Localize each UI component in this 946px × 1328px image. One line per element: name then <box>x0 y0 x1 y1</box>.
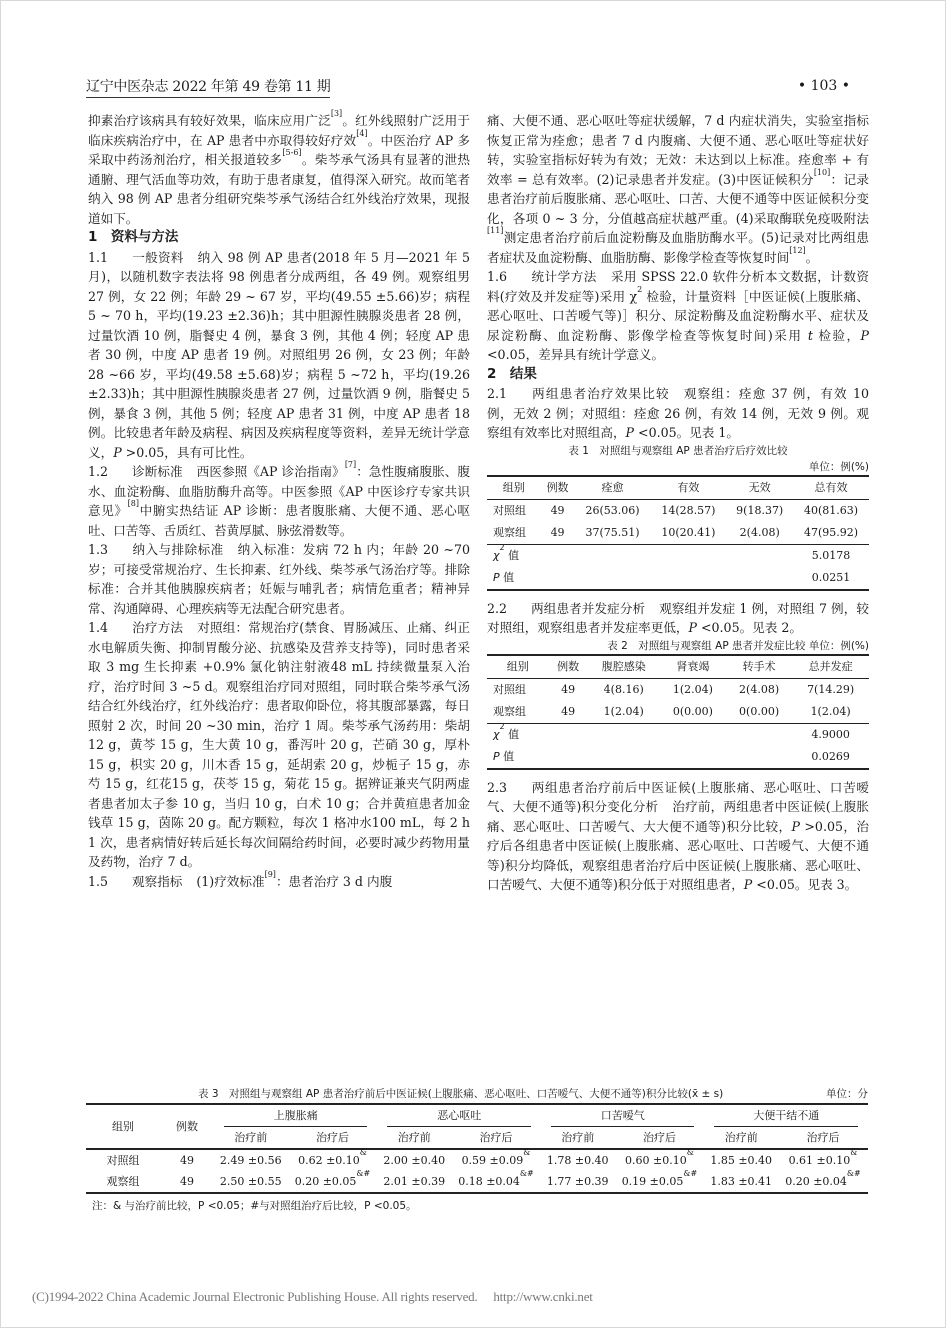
paragraph-text: 痛、大便不通、恶心呕吐等症状缓解，7 d 内症状消失，实验室指标恢复正常为痊愈；患者 7 d 内腹痛、大便不通、恶心呕吐等症状好转，实验室指标好转为有效；无效：未达到以上标准。痊愈率 + 有效率 = 总有效率。(2)记录患者并发症。(3)中医证候积分 <box>487 113 869 187</box>
section-1-5 <box>88 869 470 892</box>
p-symbol: P <box>493 570 500 584</box>
citation-5-6[interactable]: [5-6] <box>282 148 302 157</box>
section-text: <0.05。见表 2。 <box>696 620 802 635</box>
intro-text-3: 。中医治疗 AP 多采取中药汤剂治疗，相关报道较多 <box>88 132 471 167</box>
table-row-p-value <box>487 746 869 769</box>
table-cell: 1(2.04) <box>588 701 660 724</box>
table-cell: 47(95.92) <box>793 522 869 545</box>
observation-indicators-continued <box>487 111 869 267</box>
table-1-grid <box>487 475 869 591</box>
column-header: 治疗前 <box>541 1127 615 1149</box>
section-title: 观察指标 <box>132 873 183 889</box>
column-header: 例数 <box>549 655 588 679</box>
table-cell: 观察组 <box>487 701 549 724</box>
copyright-footer: (C)1994-2022 China Academic Journal Electronic Publishing House. All rights reserved. http://www.cnki.net <box>32 1289 593 1304</box>
column-header: 治疗后 <box>451 1127 541 1149</box>
table-cell: 2.00 ±0.40 <box>383 1154 446 1167</box>
t-symbol: t <box>807 327 813 343</box>
table-header-row <box>487 476 869 500</box>
section-text: 观察组：痊愈 37 例，有效 10 例，无效 2 例；对照组：痊愈 26 例，有效 14 例，无效 9 例。观察组有效率比对照组高， <box>487 386 870 440</box>
p-symbol: P <box>743 877 753 892</box>
table-cell: 49 <box>180 1154 194 1167</box>
paragraph-text: 。 <box>805 249 819 265</box>
table-cell <box>487 746 549 769</box>
citation-12[interactable]: [12] <box>789 245 806 255</box>
column-header: 总并发症 <box>792 655 869 679</box>
table-cell: 26(53.06) <box>585 503 640 517</box>
table-cell: 7(14.29) <box>807 682 855 696</box>
section-title: 治疗方法 <box>132 620 184 635</box>
table-3-unit: 单位：分 <box>826 1088 868 1100</box>
column-header: 组别 <box>487 476 541 500</box>
table-cell: 1.85 ±0.40 <box>710 1154 773 1167</box>
column-header: 例数 <box>541 476 575 500</box>
column-header: 治疗前 <box>704 1127 778 1149</box>
table-cell <box>487 544 541 567</box>
table-cell <box>487 567 541 590</box>
table-cell: 0.20 ±0.04&# <box>778 1171 868 1193</box>
column-header: 治疗后 <box>614 1127 704 1149</box>
table-2-caption: 表 2 对照组与观察组 AP 患者并发症比较 单位：例(%) <box>607 639 869 652</box>
p-symbol: P <box>113 444 122 460</box>
page-number: • 103 • <box>797 78 850 94</box>
column-header: 例数 <box>160 1104 214 1149</box>
section-2-1 <box>487 384 869 443</box>
paragraph-text: ：记录患者治疗前后腹胀痛、恶心呕吐、口苦、大便不通等中医证候积分变化，各项 0 ~ 3 分，分值越高症状越严重。(4)采取酶联免疫吸附法 <box>487 171 869 226</box>
table-row <box>86 1149 868 1171</box>
table-row <box>86 1171 868 1193</box>
table-cell: 2.50 ±0.55 <box>214 1171 288 1193</box>
p-symbol: P <box>625 425 635 440</box>
table-3-note: 注：& 与治疗前比较，P <0.05；#与对照组治疗后比较，P <0.05。 <box>92 1200 417 1212</box>
section-1-6 <box>487 267 869 365</box>
table-cell: 1(2.04) <box>672 682 713 696</box>
table-cell: 49 <box>549 701 588 724</box>
table-3-caption: 表 3 对照组与观察组 AP 患者治疗前后中医证候(上腹胀痛、恶心呕吐、口苦嗳气、大便不通等)积分比较(x̄ ± s) <box>198 1088 724 1100</box>
table-row-chi-square <box>487 544 869 567</box>
section-text: 纳入标准：发病 72 h 内；年龄 20 ~70 岁；可接受常规治疗、生长抑素、红外线、柴芩承气汤治疗等。排除标准：合并其他胰腺疾病者；妊娠与哺乳者；病情危重者；精神异常、沟通障碍、心理疾病等无法配合研究患者。 <box>88 542 470 616</box>
table-cell: 对照组 <box>493 503 526 517</box>
table-cell: 37(75.51) <box>575 522 651 545</box>
p-symbol: P <box>688 620 697 635</box>
table-2 <box>487 638 869 770</box>
superscript: 2 <box>499 721 505 731</box>
table-cell: 0.62 ±0.10& <box>298 1148 367 1167</box>
table-header-row <box>487 655 869 679</box>
section-text: <0.05，差异具有统计学意义。 <box>487 347 665 362</box>
table-cell: 49 <box>550 503 565 517</box>
table-cell: 观察组 <box>487 522 541 545</box>
section-title: 诊断标准 <box>132 464 183 479</box>
column-header: 总有效 <box>793 476 869 500</box>
column-header: 治疗前 <box>214 1127 288 1149</box>
label-suffix: 值 <box>499 749 515 763</box>
section-text: 中腑实热结证 AP 诊断：患者腹胀痛、大便不通、恶心呕吐、口苦等、舌质红、苔黄厚腻、脉弦滑数等。 <box>88 503 470 538</box>
intro-text-4: 。柴芩承气汤具有显著的泄热通腑、理气活血等功效，有助于患者康复，值得深入研究。故而笔者纳入 98 例 AP 患者分组研究柴芩承气汤结合红外线治疗效果，现报道如下。 <box>88 152 471 226</box>
section-number: 1.4 <box>88 620 109 635</box>
table-cell: 0.0269 <box>792 746 869 769</box>
right-column <box>487 111 869 895</box>
section-text: >0.05，治疗后各组患者中医证候(上腹胀痛、恶心呕吐、口苦嗳气、大便不通等)积分均降低，观察组患者治疗后中医证候(上腹胀痛、恶心呕吐、口苦嗳气、大便不通等)积分低于对照组患者， <box>487 818 869 892</box>
column-header: 肾衰竭 <box>660 655 726 679</box>
chi-symbol: χ <box>493 727 500 741</box>
table-row <box>487 522 869 545</box>
section-title: 两组患者治疗效果比较 <box>531 386 670 401</box>
column-header: 治疗后 <box>288 1127 378 1149</box>
column-header: 组别 <box>86 1104 160 1149</box>
table-1 <box>487 443 869 591</box>
section-1-heading: 1 资料与方法 <box>88 229 179 245</box>
column-group-header: 恶心呕吐 <box>377 1104 540 1127</box>
citation-8[interactable]: [8] <box>127 499 140 508</box>
table-cell: 0.60 ±0.10& <box>625 1148 694 1167</box>
label-suffix: 值 <box>504 727 520 741</box>
table-cell: 0(0.00) <box>726 701 792 724</box>
intro-text-2: 。红外线照射广泛用于临床疾病治疗中，在 AP 患者中亦取得较好疗效 <box>88 113 470 148</box>
left-column <box>88 111 470 891</box>
table-row <box>487 678 869 701</box>
column-header: 腹腔感染 <box>588 655 660 679</box>
section-1-1 <box>88 248 470 463</box>
citation-9[interactable]: [9] <box>264 869 276 879</box>
table-cell: 0.18 ±0.04&# <box>451 1171 541 1193</box>
section-1-3 <box>88 540 470 618</box>
section-number: 1.5 <box>88 873 109 889</box>
section-1-2 <box>88 462 470 540</box>
citation-10[interactable]: [10] <box>813 167 831 177</box>
section-text: (1)疗效标准 <box>196 873 265 889</box>
column-group-header: 大便干结不通 <box>704 1104 868 1127</box>
section-text: 对照组：常规治疗(禁食、胃肠减压、止痛、纠正水电解质失衡、抑制胃酸分泌、抗感染及营养支持等)，同时患者采取 3 mg 生长抑素 +0.9% 氯化钠注射液48 mL 持续微量泵入治疗，治疗时间 3 ~5 d。观察组治疗同对照组，同时联合柴芩承气汤结合红外线治疗，红外线治疗：患者取仰卧位，将其腹部暴露，每日照射 2 次，时间 20 ~30 min，治疗 1 周。柴芩承气汤药用：柴胡 12 g，黄芩 15 g，生大黄 10 g，番泻叶 20 g，芒硝 30 g，厚朴 15 g，枳实 20 g，川木香 15 g，延胡索 20 g，炒栀子 15 g，赤芍 15 g，红花15 g，茯苓 15 g，菊花 15 g。据辨证兼夹气阴两虚者患者加太子参 10 g，当归 10 g，白术 10 g；合并黄疸患者加金钱草 15 g，茵陈 20 g。配方颗粒，每次 1 格冲水100 mL，每 2 h 1 次，患者病情好转后延长每次间隔给药时间，必要时减少药物用量及药物，治疗 7 d。 <box>88 620 471 869</box>
chi-symbol: χ <box>493 548 500 562</box>
table-cell: 49 <box>541 522 575 545</box>
table-header-row-groups <box>86 1104 868 1127</box>
p-symbol: P <box>860 327 869 343</box>
citation-7[interactable]: [7] <box>344 460 357 469</box>
section-text: 治疗前，两组患者中医证候(上腹胀痛、恶心呕吐、口苦嗳气、大大便不通等)积分比较， <box>487 799 869 834</box>
column-header: 有效 <box>650 476 726 500</box>
table-cell: 2.01 ±0.39 <box>377 1171 451 1193</box>
column-header: 无效 <box>726 476 793 500</box>
section-text: 纳入 98 例 AP 患者(2018 年 5 月—2021 年 5 月)，以随机数字表法将 98 例患者分成两组，各 49 例。观察组男 27 例，女 22 例；年龄 29 ~ 67 岁，平均(49.55 ±5.66)岁；病程 5 ~ 70 h，平均(19.23 ±2.36)h；其中胆源性胰腺炎患者 28 例，过量饮酒 10 例，脂餐史 4 例，暴食 3 例，其他 4 例；轻度 AP 患者 30 例，中度 AP 患者 19 例。对照组男 26 例，女 23 例；年龄 28 ~66 岁，平均(49.58 ±5.68)岁；病程 5 ~72 h，平均(19.26 ±2.33)h；其中胆源性胰腺炎患者 27 例，过量饮酒 9 例，脂餐史 5 例，暴食 3 例，其他 5 例；轻度 AP 患者 31 例，中度 AP 患者 18 例。比较患者年龄及病程、病因及疾病程度等资料，差异无统计学意义， <box>88 249 470 460</box>
citation-4[interactable]: [4] <box>356 128 368 138</box>
table-2-grid <box>487 654 869 770</box>
table-cell: 4(8.16) <box>603 682 644 696</box>
table-cell <box>487 723 549 746</box>
column-header: 组别 <box>487 655 549 679</box>
table-cell: 0.61 ±0.10& <box>788 1148 858 1167</box>
table-row <box>487 499 869 522</box>
table-cell: 2(4.08) <box>739 682 780 696</box>
label-suffix: 值 <box>499 570 515 584</box>
table-cell: 14(28.57) <box>661 503 716 517</box>
p-symbol: P <box>791 818 800 834</box>
section-text: <0.05。见表 3。 <box>752 877 858 892</box>
journal-running-head: 辽宁中医杂志 2022 年第 49 卷第 11 期 <box>86 78 330 98</box>
section-text-tail: >0.05，具有可比性。 <box>121 444 253 460</box>
table-cell: 40(81.63) <box>803 503 859 517</box>
table-row <box>487 701 869 724</box>
superscript: 2 <box>499 542 505 552</box>
table-row-p-value <box>487 567 869 590</box>
column-header: 治疗后 <box>778 1127 868 1149</box>
section-number: 1.3 <box>88 542 109 557</box>
section-number: 1.6 <box>487 269 508 284</box>
section-title: 一般资料 <box>132 249 184 265</box>
table-cell: 对照组 <box>493 682 526 696</box>
section-text: ：急性腹痛腹胀、腹水、血淀粉酶、血脂肪酶升高等。中医参照《AP 中医诊疗专家共识意见》 <box>88 464 471 518</box>
section-2-2 <box>487 599 869 638</box>
column-group-header: 上腹胀痛 <box>214 1104 377 1127</box>
table-cell: 0.20 ±0.05&# <box>288 1171 378 1193</box>
section-number: 2.1 <box>487 386 508 401</box>
table-cell: 10(20.41) <box>650 522 726 545</box>
intro-paragraph <box>88 111 470 228</box>
section-title: 统计学方法 <box>531 269 597 284</box>
section-number: 2.2 <box>487 600 508 616</box>
intro-text-1: 抑素治疗该病具有较好效果，临床应用广泛 <box>88 113 331 128</box>
table-cell: 1(2.04) <box>792 701 869 724</box>
table-3 <box>86 1086 868 1213</box>
table-cell: 2.49 ±0.56 <box>219 1154 282 1167</box>
section-number: 1.1 <box>88 249 109 265</box>
section-text: 观察组并发症 1 例，对照组 7 例，较对照组，观察组患者并发症率更低， <box>487 600 869 635</box>
column-header: 治疗前 <box>377 1127 451 1149</box>
section-number: 2.3 <box>487 779 508 795</box>
table-cell: 5.0178 <box>811 548 851 562</box>
table-cell: 0.0251 <box>793 567 869 590</box>
table-cell: 1.77 ±0.39 <box>541 1171 615 1193</box>
table-1-caption: 表 1 对照组与观察组 AP 患者治疗后疗效比较 <box>568 444 788 457</box>
section-text: 采用 SPSS 22.0 软件分析本文数据，计数资料(疗效及并发症等)采用 χ <box>487 269 870 304</box>
table-cell: 0.19 ±0.05&# <box>614 1171 704 1193</box>
p-symbol: P <box>493 749 500 763</box>
label-suffix: 值 <box>504 548 520 562</box>
table-row-chi-square <box>487 723 869 746</box>
column-group-header: 口苦嗳气 <box>541 1104 704 1127</box>
section-text: <0.05。见表 1。 <box>634 425 740 440</box>
table-cell: 0.59 ±0.09& <box>461 1148 531 1167</box>
section-title: 两组患者治疗前后中医证候(上腹胀痛、恶心呕吐、口苦嗳气、大便不通等)积分变化分析 <box>487 779 869 814</box>
table-cell: 1.78 ±0.40 <box>546 1154 609 1167</box>
section-2-3 <box>487 778 869 895</box>
table-cell: 1.83 ±0.41 <box>704 1171 778 1193</box>
citation-11[interactable]: [11] <box>487 226 504 235</box>
section-number: 1.2 <box>88 464 109 479</box>
section-1-4 <box>88 618 470 872</box>
superscript: 2 <box>637 284 643 294</box>
section-title: 纳入与排除标准 <box>132 542 224 557</box>
section-text: 西医参照《AP 诊治指南》 <box>196 464 345 479</box>
section-text: 检验，计量资料［中医证候(上腹胀痛、恶心呕吐、口苦嗳气等)］积分、尿淀粉酶及血淀粉酶水平、症状及尿淀粉酶、血淀粉酶、影像学检查等恢复时间)采用 <box>487 288 869 343</box>
table-1-unit: 单位：例(%) <box>808 460 869 473</box>
table-cell: 49 <box>160 1171 214 1193</box>
paragraph-text: 测定患者治疗前后血淀粉酶及血脂肪酶水平。(5)记录对比两组患者症状及血淀粉酶、血脂肪酶、影像学检查等恢复时间 <box>487 230 869 265</box>
table-cell: 对照组 <box>106 1154 140 1167</box>
table-cell: 4.9000 <box>811 727 850 741</box>
table-cell: 49 <box>561 682 576 696</box>
column-header: 痊愈 <box>575 476 651 500</box>
section-text: ：患者治疗 3 d 内腹 <box>275 873 393 889</box>
table-cell: 9(18.37) <box>736 503 784 517</box>
section-text: 检验， <box>812 327 861 343</box>
section-2-heading: 2 结果 <box>487 365 537 382</box>
column-header: 转手术 <box>726 655 792 679</box>
table-cell: 2(4.08) <box>726 522 793 545</box>
table-cell: 0(0.00) <box>660 701 726 724</box>
table-cell: 观察组 <box>86 1171 160 1193</box>
section-title: 两组患者并发症分析 <box>531 600 646 616</box>
table-3-grid <box>86 1103 868 1194</box>
citation-3[interactable]: [3] <box>330 109 343 118</box>
